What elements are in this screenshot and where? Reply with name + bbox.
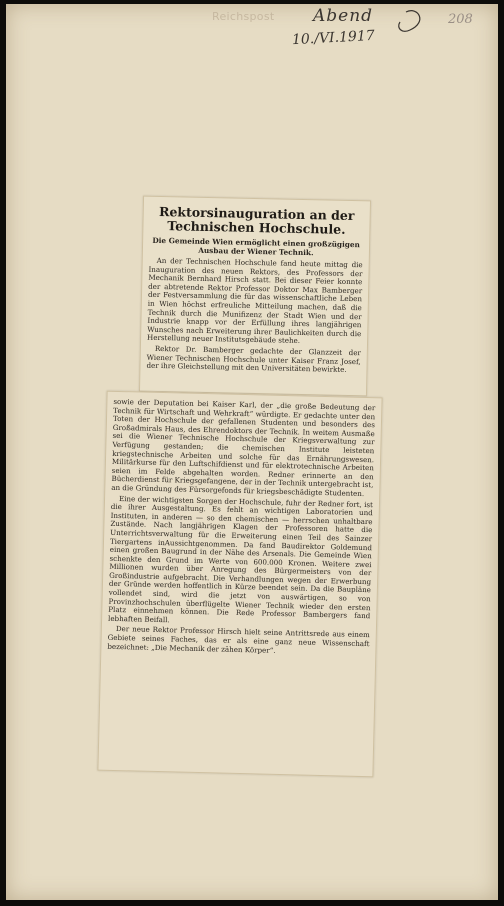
article-paragraph: Rektor Dr. Bamberger gedachte der Glanzzeit der Wiener Technischen Hochschule unter Kaiser Franz Josef, der ihre Gleichstellung mit den Universitäten bewirkte. (146, 343, 361, 375)
handwritten-date: 10./VI.1917 (291, 27, 376, 49)
article-paragraph: Der neue Rektor Professor Hirsch hielt seine Antrittsrede aus einem Gebiete seines Faches, das er als eine ganz neue Wissenschaft bezeichnet: „Die Mechanik der zähen Körper“. (107, 624, 370, 655)
headline-line-1: Rektorsinauguration an der (158, 203, 355, 224)
article-paragraph: sowie der Deputation bei Kaiser Karl, der „die große Bedeutung der Technik für Wirtschaft und Wehrkraft“ würdigte. Er gedachte unter den Toten der Hochschule der gefallenen Studenten und besonders des Großadmirals Haus, des Ehrendoktors der Technik. In weitem Ausmaße sei die Wiener Technische Hochschule der Kriegsverwaltung zur Verfügung gestanden; die chemischen Institute leisteten kriegstechnische Arbeiten und solche für das Ernährungswesen. Militärkurse für den Luftschifdienst und für elektrotechnische Arbeiten seien im Felde abgehalten worden. Redner erinnerte an den Bücherdienst für Kriegsgefangene, der in der Technik untergebracht ist, an die Gründung des Fürsorgefonds für kriegsbeschädigte Studenten. (111, 396, 376, 498)
article-paragraph: An der Technischen Hochschule fand heute mittag die Inauguration des neuen Rektors, des Professors der Mechanik Bernhard Hirsch statt. Bei dieser Feier konnte der abtretende Rektor Professor Doktor Max Bamberger der Festversammlung die für das wissenschaftliche Leben in Wien höchst erfreuliche Mitteilung machen, daß die Technik durch die Munifizenz der Stadt Wien und der Industrie knapp vor der Erfüllung ihres langjährigen Wunsches nach Erweiterung ihrer Baulichkeiten durch die Herstellung neuer Institutsgebäude stehe. (147, 255, 363, 346)
clipping-part-2 (97, 391, 382, 778)
archive-sheet (6, 4, 498, 900)
archive-stamp: Reichspost (212, 10, 275, 23)
folio-number: 208 (448, 12, 473, 27)
headline-line-2: Technischen Hochschule. (167, 218, 346, 237)
article-subheadline: Die Gemeinde Wien ermöglicht einen großzügigen Ausbau der Wiener Technik. (152, 235, 360, 258)
handwritten-edition: Abend (313, 6, 374, 26)
article-headline (149, 205, 364, 237)
clipping-part-1 (139, 196, 371, 397)
article-paragraph: Eine der wichtigsten Sorgen der Hochschule, fuhr der Redner fort, ist die ihrer Ausgestaltung. Es fehlt an wichtigen Laboratorien und Instituten, in anderen — so den chemischen — herrschen unhaltbare Zustände. Nach langjährigen Klagen der Professoren hatte die Unterrichtsverwaltung für die Erweiterung einen Teil des Sainzer Tiergartens inAussichtgenommen. Da fand Baudirektor Goldemund einen großen Baugrund in der Nähe des Arsenals. Die Gemeinde Wien schenkte den Grund im Werte von 600.000 Kronen. Weitere zwei Millionen wurden über Anregung des Bürgermeisters von der Großindustrie aufgebracht. Die Verhandlungen wegen der Erwerbung der Gründe werden hoffentlich in Kürze beendet sein. Da die Baupläne vollendet sind, wird die jetzt von auswärtigen, so von Provinzhochschulen überflügelte Wiener Technik wieder den ersten Platz einnehmen können. Die Rede Professor Bambergers fand lebhaften Beifall. (108, 493, 374, 625)
